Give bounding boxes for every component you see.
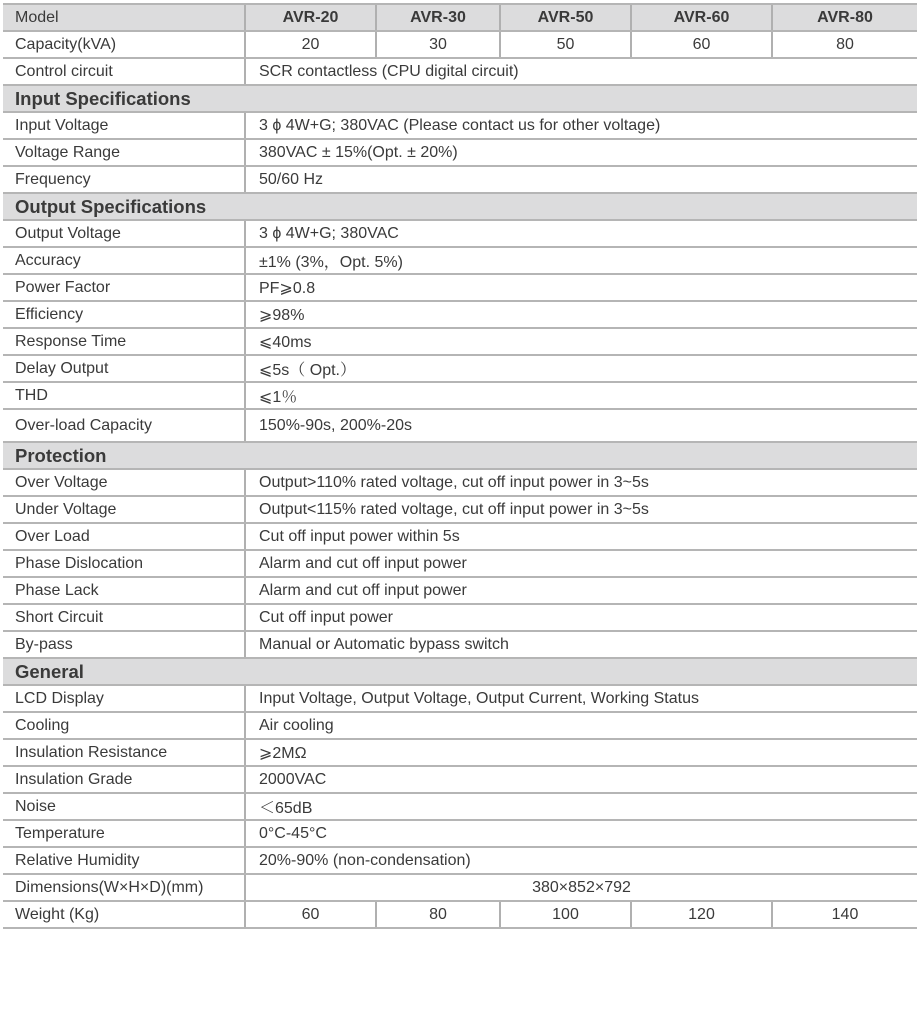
spec-label: Insulation Grade xyxy=(3,766,245,793)
spec-label: By-pass xyxy=(3,631,245,658)
spec-row xyxy=(3,631,917,658)
spec-label: Delay Output xyxy=(3,355,245,382)
spec-label: Frequency xyxy=(3,166,245,193)
spec-label: Insulation Resistance xyxy=(3,739,245,766)
spec-value: Air cooling xyxy=(245,712,917,739)
model-header-row xyxy=(3,4,917,31)
spec-label: Input Voltage xyxy=(3,112,245,139)
weight-value: 100 xyxy=(500,901,631,928)
spec-row xyxy=(3,139,917,166)
spec-value: ±1% (3%，Opt. 5%) xyxy=(245,247,917,274)
spec-row xyxy=(3,247,917,274)
weight-value: 80 xyxy=(376,901,500,928)
weight-value: 120 xyxy=(631,901,772,928)
spec-label: Noise xyxy=(3,793,245,820)
spec-value: 50/60 Hz xyxy=(245,166,917,193)
spec-label: Cooling xyxy=(3,712,245,739)
spec-value: 3 ϕ 4W+G; 380VAC xyxy=(245,220,917,247)
spec-row xyxy=(3,685,917,712)
spec-row xyxy=(3,469,917,496)
model-avr-30: AVR-30 xyxy=(376,4,500,31)
section-output-specifications xyxy=(3,193,917,220)
spec-row xyxy=(3,409,917,442)
section-input-specifications xyxy=(3,85,917,112)
spec-value: ⩾98% xyxy=(245,301,917,328)
spec-row xyxy=(3,220,917,247)
spec-row xyxy=(3,301,917,328)
spec-value: 20%-90% (non-condensation) xyxy=(245,847,917,874)
control-circuit-value: SCR contactless (CPU digital circuit) xyxy=(245,58,917,85)
section-protection xyxy=(3,442,917,469)
spec-value: Alarm and cut off input power xyxy=(245,550,917,577)
spec-label: Voltage Range xyxy=(3,139,245,166)
section-title: Protection xyxy=(3,442,917,469)
section-general xyxy=(3,658,917,685)
control-circuit-label: Control circuit xyxy=(3,58,245,85)
spec-value: 2000VAC xyxy=(245,766,917,793)
capacity-row xyxy=(3,31,917,58)
spec-value: Output<115% rated voltage, cut off input power in 3~5s xyxy=(245,496,917,523)
model-label: Model xyxy=(3,4,245,31)
spec-label: Over-load Capacity xyxy=(3,409,245,442)
spec-value: Alarm and cut off input power xyxy=(245,577,917,604)
weight-row xyxy=(3,901,917,928)
control-circuit-row xyxy=(3,58,917,85)
spec-row xyxy=(3,712,917,739)
spec-row xyxy=(3,550,917,577)
spec-label: Under Voltage xyxy=(3,496,245,523)
spec-row xyxy=(3,496,917,523)
capacity-value: 50 xyxy=(500,31,631,58)
capacity-label: Capacity(kVA) xyxy=(3,31,245,58)
spec-label: Power Factor xyxy=(3,274,245,301)
capacity-value: 80 xyxy=(772,31,917,58)
spec-value: Output>110% rated voltage, cut off input power in 3~5s xyxy=(245,469,917,496)
spec-value: PF⩾0.8 xyxy=(245,274,917,301)
section-title: Output Specifications xyxy=(3,193,917,220)
model-avr-20: AVR-20 xyxy=(245,4,376,31)
spec-row xyxy=(3,382,917,409)
capacity-value: 20 xyxy=(245,31,376,58)
section-title: General xyxy=(3,658,917,685)
spec-label: Over Load xyxy=(3,523,245,550)
spec-value: Cut off input power xyxy=(245,604,917,631)
spec-label: Temperature xyxy=(3,820,245,847)
spec-row xyxy=(3,523,917,550)
spec-label: Efficiency xyxy=(3,301,245,328)
spec-label: Over Voltage xyxy=(3,469,245,496)
spec-value: ⩽5s（ Opt.） xyxy=(245,355,917,382)
spec-row xyxy=(3,577,917,604)
dimensions-row xyxy=(3,874,917,901)
spec-label: Output Voltage xyxy=(3,220,245,247)
model-avr-60: AVR-60 xyxy=(631,4,772,31)
spec-value: Manual or Automatic bypass switch xyxy=(245,631,917,658)
spec-row xyxy=(3,847,917,874)
spec-row xyxy=(3,604,917,631)
spec-label: Relative Humidity xyxy=(3,847,245,874)
spec-label: Phase Lack xyxy=(3,577,245,604)
dimensions-value: 380×852×792 xyxy=(245,874,917,901)
model-avr-80: AVR-80 xyxy=(772,4,917,31)
spec-value: 150%-90s, 200%-20s xyxy=(245,409,917,442)
spec-value: 380VAC ± 15%(Opt. ± 20%) xyxy=(245,139,917,166)
spec-label: THD xyxy=(3,382,245,409)
spec-value: ⩽40ms xyxy=(245,328,917,355)
capacity-value: 60 xyxy=(631,31,772,58)
spec-label: Response Time xyxy=(3,328,245,355)
spec-label: LCD Display xyxy=(3,685,245,712)
spec-row xyxy=(3,355,917,382)
weight-value: 60 xyxy=(245,901,376,928)
spec-row xyxy=(3,793,917,820)
spec-row xyxy=(3,112,917,139)
dimensions-label: Dimensions(W×H×D)(mm) xyxy=(3,874,245,901)
spec-row xyxy=(3,328,917,355)
spec-value: 0°C-45°C xyxy=(245,820,917,847)
model-avr-50: AVR-50 xyxy=(500,4,631,31)
spec-label: Short Circuit xyxy=(3,604,245,631)
weight-value: 140 xyxy=(772,901,917,928)
spec-value: ⩾2MΩ xyxy=(245,739,917,766)
spec-value: ＜65dB xyxy=(245,793,917,820)
spec-row xyxy=(3,166,917,193)
spec-row xyxy=(3,739,917,766)
spec-table xyxy=(3,3,917,929)
spec-label: Phase Dislocation xyxy=(3,550,245,577)
spec-row xyxy=(3,274,917,301)
spec-row xyxy=(3,820,917,847)
capacity-value: 30 xyxy=(376,31,500,58)
weight-label: Weight (Kg) xyxy=(3,901,245,928)
spec-value: 3 ϕ 4W+G; 380VAC (Please contact us for other voltage) xyxy=(245,112,917,139)
spec-value: Input Voltage, Output Voltage, Output Current, Working Status xyxy=(245,685,917,712)
spec-row xyxy=(3,766,917,793)
section-title: Input Specifications xyxy=(3,85,917,112)
spec-label: Accuracy xyxy=(3,247,245,274)
spec-value: ⩽1％ xyxy=(245,382,917,409)
spec-value: Cut off input power within 5s xyxy=(245,523,917,550)
